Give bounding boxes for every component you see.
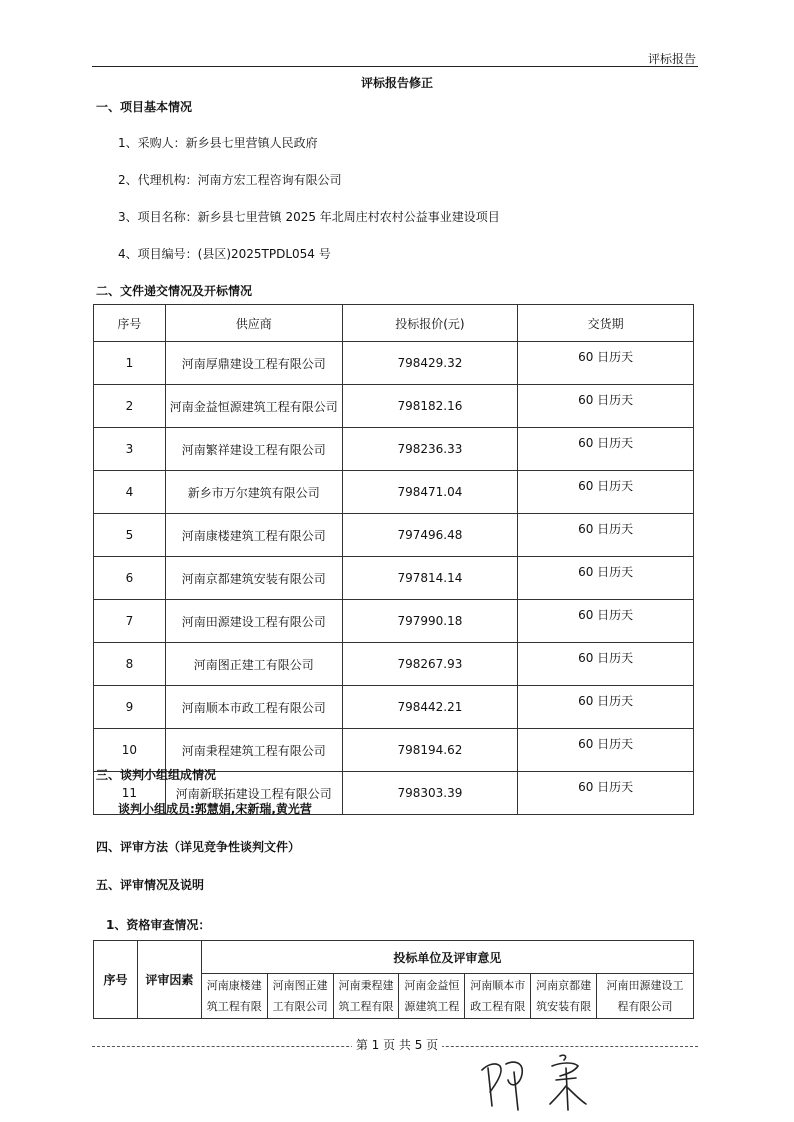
cell-delivery: 60 日历天 bbox=[518, 342, 694, 385]
cell-price: 798194.62 bbox=[342, 729, 518, 772]
col-header-price: 投标报价(元) bbox=[342, 305, 518, 342]
qual-col-factor: 评审因素 bbox=[137, 941, 201, 1019]
agency-line: 2、代理机构：河南方宏工程咨询有限公司 bbox=[118, 173, 342, 187]
bid-opening-table bbox=[93, 304, 694, 815]
cell-delivery: 60 日历天 bbox=[518, 643, 694, 686]
negotiation-members: 谈判小组成员:郭慧娟,宋新瑞,黄光营 bbox=[118, 802, 312, 816]
qual-company-line: 河南康楼建 bbox=[206, 979, 262, 992]
col-header-delivery: 交货期 bbox=[518, 305, 694, 342]
cell-delivery: 60 日历天 bbox=[518, 772, 694, 815]
table-row bbox=[94, 471, 694, 514]
table-row bbox=[94, 600, 694, 643]
qual-company-line: 河南金益恒 bbox=[404, 979, 460, 992]
section2-heading: 二、文件递交情况及开标情况 bbox=[96, 284, 253, 298]
cell-price: 797990.18 bbox=[342, 600, 518, 643]
cell-price: 798267.93 bbox=[342, 643, 518, 686]
cell-delivery: 60 日历天 bbox=[518, 729, 694, 772]
table-row bbox=[94, 428, 694, 471]
cell-supplier: 河南田源建设工程有限公司 bbox=[165, 600, 342, 643]
table-row bbox=[94, 514, 694, 557]
qual-col-no: 序号 bbox=[94, 941, 138, 1019]
cell-no: 3 bbox=[94, 428, 166, 471]
cell-supplier: 河南康楼建筑工程有限公司 bbox=[165, 514, 342, 557]
cell-supplier: 河南金益恒源建筑工程有限公司 bbox=[165, 385, 342, 428]
qual-company-line: 源建筑工程 bbox=[404, 1000, 460, 1013]
qual-company-line: 河南顺本市 bbox=[470, 979, 526, 992]
header-rule bbox=[92, 66, 698, 67]
qual-company-line: 河南京都建 bbox=[536, 979, 592, 992]
cell-supplier: 河南顺本市政工程有限公司 bbox=[165, 686, 342, 729]
project-name-line: 3、项目名称：新乡县七里营镇 2025 年北周庄村农村公益事业建设项目 bbox=[118, 210, 500, 224]
qual-company-line: 工有限公司 bbox=[272, 1000, 328, 1013]
section3-heading: 三、谈判小组组成情况 bbox=[96, 768, 217, 782]
cell-price: 798303.39 bbox=[342, 772, 518, 815]
cell-no: 4 bbox=[94, 471, 166, 514]
section1-heading: 一、项目基本情况 bbox=[96, 100, 193, 114]
cell-price: 798429.32 bbox=[342, 342, 518, 385]
cell-delivery: 60 日历天 bbox=[518, 385, 694, 428]
cell-no: 1 bbox=[94, 342, 166, 385]
table-header-row bbox=[94, 305, 694, 342]
cell-delivery: 60 日历天 bbox=[518, 557, 694, 600]
qualification-table bbox=[93, 940, 694, 1019]
qual-company-line: 筑安装有限 bbox=[536, 1000, 592, 1013]
qual-company-header bbox=[201, 974, 267, 1019]
cell-price: 798471.04 bbox=[342, 471, 518, 514]
document-title: 评标报告修正 bbox=[360, 76, 433, 90]
qual-company-header bbox=[399, 974, 465, 1019]
cell-no: 8 bbox=[94, 643, 166, 686]
qual-company-header bbox=[267, 974, 333, 1019]
cell-supplier: 新乡市万尔建筑有限公司 bbox=[165, 471, 342, 514]
cell-no: 7 bbox=[94, 600, 166, 643]
cell-delivery: 60 日历天 bbox=[518, 514, 694, 557]
section5-heading: 五、评审情况及说明 bbox=[96, 878, 205, 892]
page-number-text: 第 1 页 共 5 页 bbox=[352, 1038, 442, 1052]
col-header-no: 序号 bbox=[94, 305, 166, 342]
cell-supplier: 河南京都建筑安装有限公司 bbox=[165, 557, 342, 600]
page-number bbox=[0, 1036, 794, 1053]
cell-delivery: 60 日历天 bbox=[518, 600, 694, 643]
cell-delivery: 60 日历天 bbox=[518, 686, 694, 729]
cell-no: 10 bbox=[94, 729, 166, 772]
cell-price: 798236.33 bbox=[342, 428, 518, 471]
cell-price: 798442.21 bbox=[342, 686, 518, 729]
cell-no: 9 bbox=[94, 686, 166, 729]
handwritten-signature bbox=[478, 1050, 608, 1116]
qual-company-line: 河南图正建 bbox=[272, 979, 328, 992]
header-doc-label: 评标报告 bbox=[647, 52, 696, 66]
cell-no: 6 bbox=[94, 557, 166, 600]
qual-company-line: 河南田源建设工 bbox=[606, 979, 684, 992]
table-row bbox=[94, 385, 694, 428]
section4-heading: 四、评审方法（详见竞争性谈判文件） bbox=[96, 840, 301, 854]
cell-no: 2 bbox=[94, 385, 166, 428]
cell-supplier: 河南繁祥建设工程有限公司 bbox=[165, 428, 342, 471]
cell-delivery: 60 日历天 bbox=[518, 471, 694, 514]
qual-company-header bbox=[333, 974, 399, 1019]
qual-company-header bbox=[465, 974, 531, 1019]
project-number-line: 4、项目编号：(县区)2025TPDL054 号 bbox=[118, 247, 331, 261]
qual-company-line: 程有限公司 bbox=[617, 1000, 673, 1013]
qual-company-header bbox=[597, 974, 694, 1019]
cell-supplier: 河南图正建工有限公司 bbox=[165, 643, 342, 686]
cell-supplier: 河南新联拓建设工程有限公司 bbox=[165, 772, 342, 815]
cell-price: 797496.48 bbox=[342, 514, 518, 557]
cell-no: 5 bbox=[94, 514, 166, 557]
cell-price: 797814.14 bbox=[342, 557, 518, 600]
qual-company-header bbox=[531, 974, 597, 1019]
cell-price: 798182.16 bbox=[342, 385, 518, 428]
table-row bbox=[94, 342, 694, 385]
qual-company-line: 政工程有限 bbox=[470, 1000, 526, 1013]
qual-company-line: 河南秉程建 bbox=[338, 979, 394, 992]
qualification-subheading: 1、资格审查情况： bbox=[106, 918, 211, 932]
qual-company-line: 筑工程有限 bbox=[206, 1000, 262, 1013]
table-row bbox=[94, 643, 694, 686]
cell-delivery: 60 日历天 bbox=[518, 428, 694, 471]
table-row bbox=[94, 557, 694, 600]
col-header-supplier: 供应商 bbox=[165, 305, 342, 342]
qual-group-header: 投标单位及评审意见 bbox=[201, 941, 693, 974]
cell-no: 11 bbox=[94, 772, 166, 815]
cell-supplier: 河南厚鼎建设工程有限公司 bbox=[165, 342, 342, 385]
table-row bbox=[94, 686, 694, 729]
purchaser-line: 1、采购人：新乡县七里营镇人民政府 bbox=[118, 136, 318, 150]
qual-company-line: 筑工程有限 bbox=[338, 1000, 394, 1013]
cell-supplier: 河南秉程建筑工程有限公司 bbox=[165, 729, 342, 772]
